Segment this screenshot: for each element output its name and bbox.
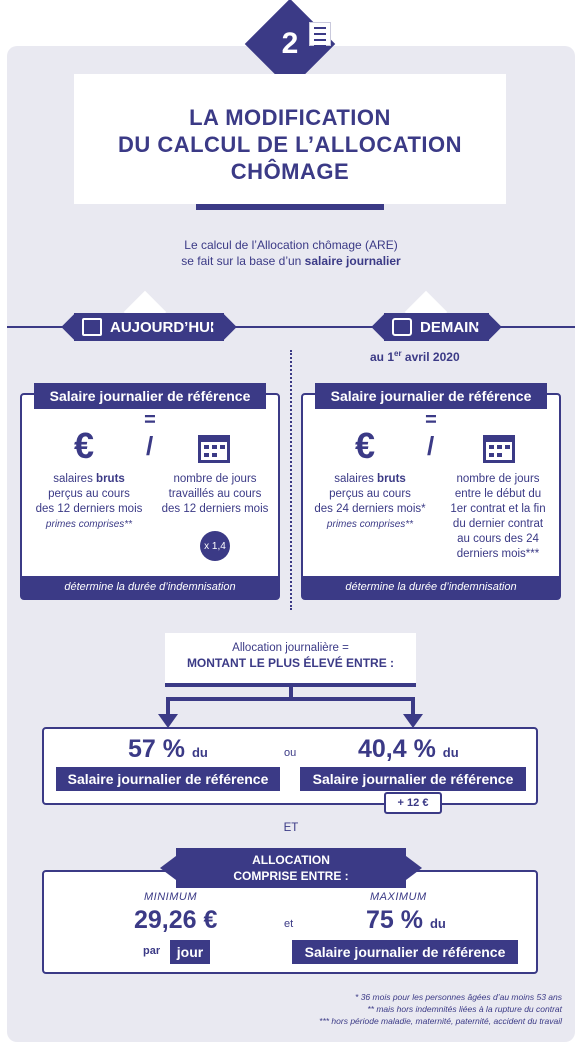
section-number: 2 <box>281 27 299 60</box>
left-percent: 57 % <box>128 735 185 763</box>
clock-calendar-icon <box>392 318 412 336</box>
max-percent: 75 % <box>366 906 423 934</box>
bracket-left <box>166 697 170 715</box>
intro-line-2 <box>0 253 582 269</box>
today-card-footer: détermine la durée d’indemnisation <box>22 576 278 598</box>
intro-bold: salaire journalier <box>304 254 401 268</box>
tom-den-l1: nombre de jours <box>456 473 540 485</box>
tom-num-l3: des 24 derniers mois* <box>314 503 426 515</box>
calendar-icon <box>198 435 230 463</box>
et-separator: ET <box>283 822 299 834</box>
today-den-l2: travaillés au cours <box>168 488 262 500</box>
column-divider <box>290 350 292 610</box>
tomorrow-card-title: Salaire journalier de référence <box>315 383 547 409</box>
today-numerator <box>30 472 148 532</box>
date-sup: er <box>394 349 402 358</box>
today-den-l1: nombre de jours <box>173 473 257 485</box>
option-right-value <box>358 735 459 764</box>
option-left-value <box>128 735 208 764</box>
today-denominator <box>154 472 276 517</box>
today-slash: / <box>146 431 154 461</box>
title-line-2: DU CALCUL DE L’ALLOCATION <box>117 132 463 157</box>
tomorrow-slash: / <box>427 431 435 461</box>
today-num-l2: perçus au cours <box>48 488 130 500</box>
bracket-right <box>411 697 415 715</box>
par-label: par <box>143 945 161 957</box>
tomorrow-tag-label: DEMAIN <box>420 318 480 336</box>
today-den-l3: des 12 derniers mois <box>161 503 269 515</box>
and-label: et <box>284 918 294 930</box>
bonus-badge: + 12 € <box>384 792 442 814</box>
maximum-value <box>366 906 446 935</box>
jour-pill: jour <box>170 940 210 964</box>
footnotes <box>319 991 562 1027</box>
euro-icon: € <box>355 425 376 466</box>
range-tag-line-1: ALLOCATION <box>252 853 330 867</box>
minimum-value: 29,26 € <box>134 906 218 934</box>
allocation-line-1: Allocation journalière = <box>232 642 349 654</box>
today-num-l3: des 12 derniers mois <box>35 503 143 515</box>
footnote-3: *** hors période maladie, maternité, paternité, accident du travail <box>319 1016 562 1026</box>
arrow-left-icon <box>160 856 176 880</box>
checkbox-calendar-icon <box>82 318 102 336</box>
tom-num-l2: perçus au cours <box>329 488 411 500</box>
right-percent: 40,4 % <box>358 735 436 763</box>
calendar-icon <box>483 435 515 463</box>
tom-den-l5: au cours des 24 <box>457 533 539 545</box>
intro-prefix: se fait sur la base d’un <box>181 254 305 268</box>
right-du: du <box>442 745 459 760</box>
document-icon <box>309 22 331 46</box>
multiplier-badge: x 1,4 <box>200 531 230 561</box>
tomorrow-equals: = <box>425 409 437 431</box>
arrow-right-icon <box>406 856 422 880</box>
today-num-bold: bruts <box>96 473 125 485</box>
tomorrow-numerator <box>311 472 429 532</box>
title-line-1: LA MODIFICATION <box>189 105 391 130</box>
left-du: du <box>191 745 208 760</box>
today-equals: = <box>144 409 156 431</box>
today-card-title: Salaire journalier de référence <box>34 383 266 409</box>
tom-den-l3: 1er contrat et la fin <box>450 503 546 515</box>
today-tag-label: AUJOURD’HUI <box>110 318 215 336</box>
tom-num-bold: bruts <box>377 473 406 485</box>
arrow-down-left-icon <box>158 714 178 728</box>
date-prefix: au 1 <box>370 350 395 364</box>
footnote-2: ** mais hors indemnités liées à la rupture du contrat <box>367 1004 562 1014</box>
tom-num-note: primes comprises** <box>326 519 414 530</box>
tom-num-l1: salaires <box>334 473 374 485</box>
bracket-bar <box>166 697 415 701</box>
options-box <box>42 727 538 805</box>
allocation-box <box>165 633 416 683</box>
euro-icon: € <box>74 425 95 466</box>
or-label: ou <box>284 747 297 759</box>
title-box <box>74 74 506 204</box>
minimum-label: MINIMUM <box>144 891 197 903</box>
tom-den-l4: du dernier contrat <box>452 518 544 530</box>
intro-line-1: Le calcul de l’Allocation chômage (ARE) <box>184 238 398 252</box>
arrow-down-right-icon <box>403 714 423 728</box>
title-underline <box>196 204 384 210</box>
tomorrow-tag <box>384 313 489 341</box>
option-left-label: Salaire journalier de référence <box>56 767 280 791</box>
option-right-label: Salaire journalier de référence <box>300 767 526 791</box>
range-tag <box>176 848 406 888</box>
today-num-l1: salaires <box>53 473 93 485</box>
allocation-line-2: MONTANT LE PLUS ÉLEVÉ ENTRE : <box>186 656 395 670</box>
tomorrow-date <box>370 349 460 364</box>
maximum-label-pill: Salaire journalier de référence <box>292 940 518 964</box>
today-tag <box>74 313 224 341</box>
tom-den-l6: derniers mois*** <box>456 548 540 560</box>
title-line-3: CHÔMAGE <box>230 159 350 184</box>
date-suffix: avril 2020 <box>401 350 460 364</box>
today-num-note: primes comprises** <box>45 519 133 530</box>
tomorrow-card <box>301 388 561 600</box>
max-du: du <box>429 916 446 931</box>
tomorrow-denominator <box>439 472 557 562</box>
today-card <box>20 388 280 600</box>
footnote-1: * 36 mois pour les personnes âgées d’au moins 53 ans <box>355 992 562 1002</box>
tom-den-l2: entre le début du <box>454 488 542 500</box>
range-tag-line-2: COMPRISE ENTRE : <box>233 869 349 883</box>
tomorrow-card-footer: détermine la durée d’indemnisation <box>303 576 559 598</box>
maximum-label: MAXIMUM <box>370 891 427 903</box>
